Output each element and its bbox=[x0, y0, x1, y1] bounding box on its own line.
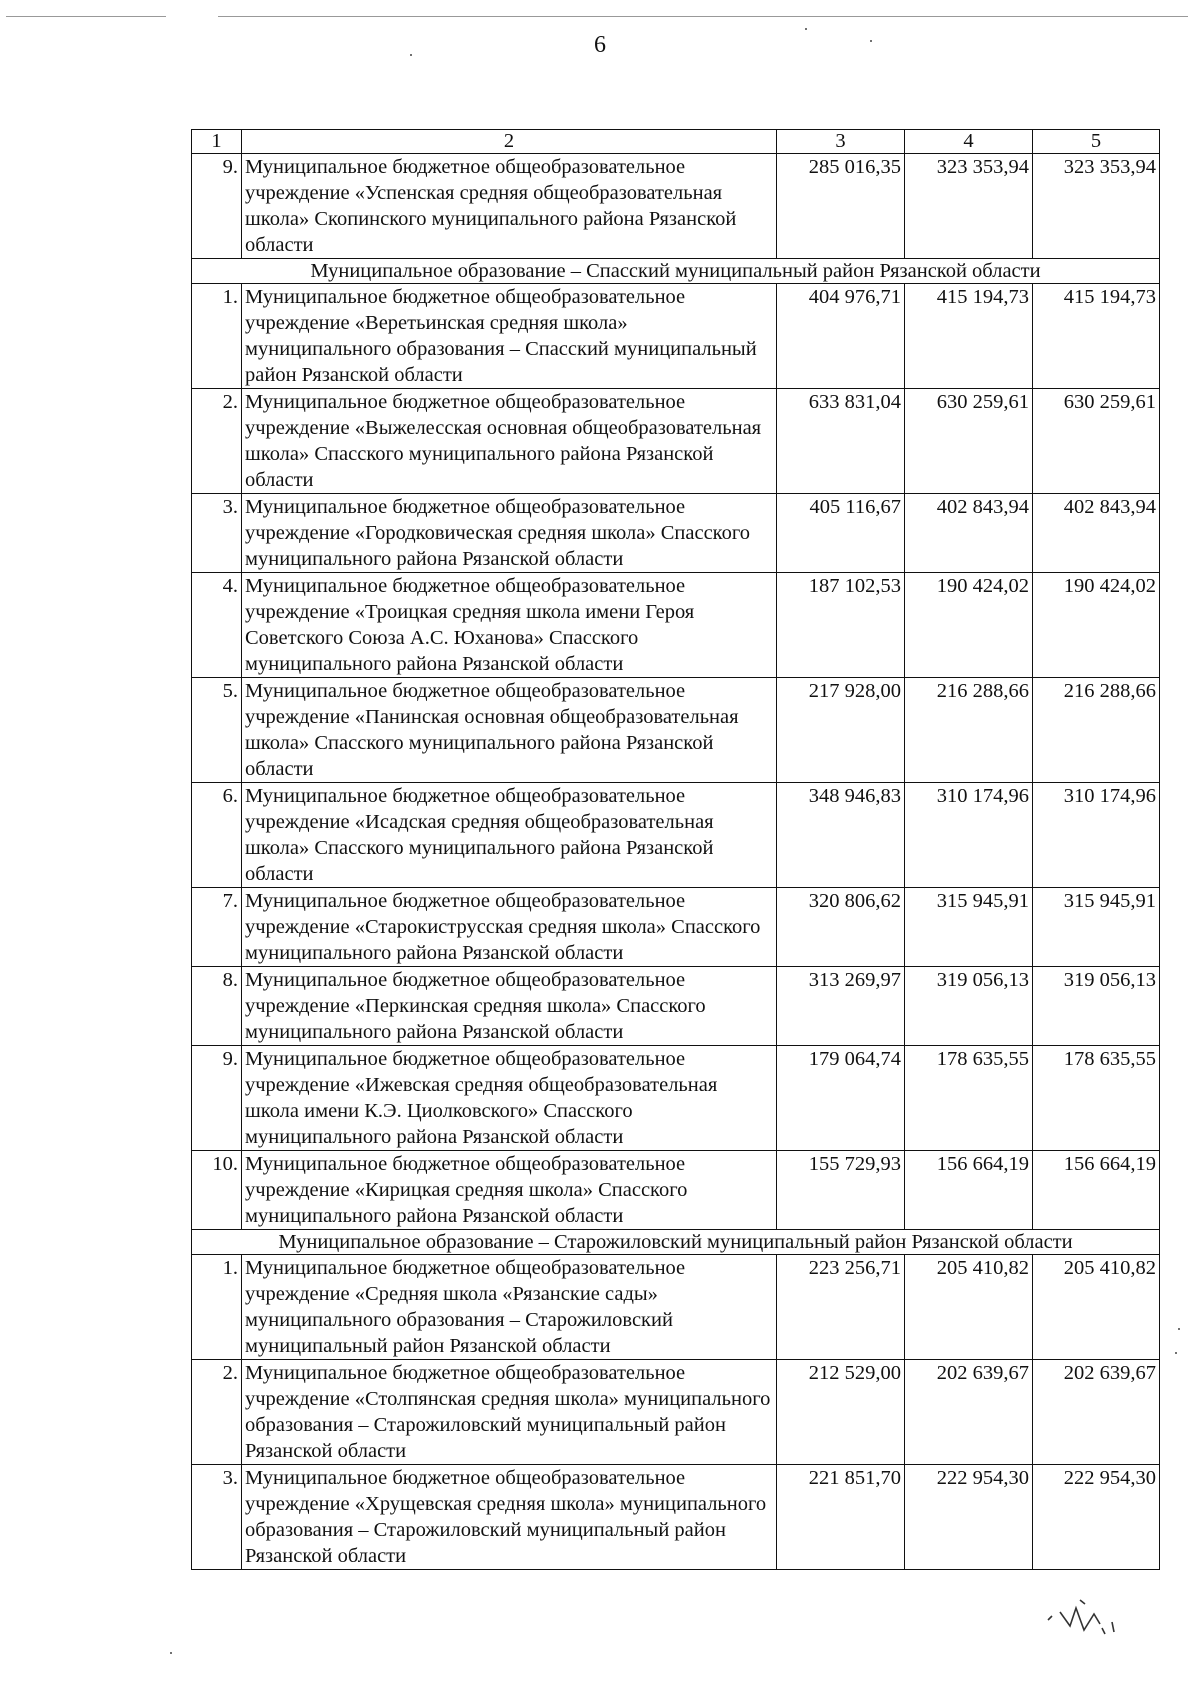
school-name: Муниципальное бюджетное общеобразовательное учреждение «Хрущевская средняя школа» муниципального образования – Старожиловский муниципальный район Рязанской области bbox=[242, 1465, 777, 1570]
scan-speck bbox=[1178, 1328, 1180, 1330]
row-number: 7. bbox=[192, 888, 242, 967]
value-col4: 402 843,94 bbox=[905, 494, 1033, 573]
schools-funding-table bbox=[191, 129, 1160, 1570]
pen-mark bbox=[1040, 1590, 1150, 1650]
value-col3: 320 806,62 bbox=[777, 888, 905, 967]
value-col3: 633 831,04 bbox=[777, 389, 905, 494]
section-heading-spassky: Муниципальное образование – Спасский муниципальный район Рязанской области bbox=[192, 259, 1160, 284]
scan-speck bbox=[170, 1652, 172, 1654]
value-col5: 415 194,73 bbox=[1033, 284, 1160, 389]
school-name: Муниципальное бюджетное общеобразовательное учреждение «Кирицкая средняя школа» Спасского муниципального района Рязанской области bbox=[242, 1151, 777, 1230]
value-col3: 313 269,97 bbox=[777, 967, 905, 1046]
school-row bbox=[192, 888, 1160, 967]
row-number: 6. bbox=[192, 783, 242, 888]
value-col4: 156 664,19 bbox=[905, 1151, 1033, 1230]
row-number: 3. bbox=[192, 1465, 242, 1570]
row-number: 2. bbox=[192, 389, 242, 494]
school-row bbox=[192, 494, 1160, 573]
school-row bbox=[192, 573, 1160, 678]
scan-speck bbox=[1175, 1352, 1177, 1354]
value-col4: 202 639,67 bbox=[905, 1360, 1033, 1465]
value-col4: 178 635,55 bbox=[905, 1046, 1033, 1151]
value-col5: 402 843,94 bbox=[1033, 494, 1160, 573]
school-row bbox=[192, 154, 1160, 259]
school-name: Муниципальное бюджетное общеобразовательное учреждение «Троицкая средняя школа имени Героя Советского Союза А.С. Юханова» Спасского муниципального района Рязанской области bbox=[242, 573, 777, 678]
section-row bbox=[192, 259, 1160, 284]
value-col3: 155 729,93 bbox=[777, 1151, 905, 1230]
value-col5: 202 639,67 bbox=[1033, 1360, 1160, 1465]
school-name: Муниципальное бюджетное общеобразовательное учреждение «Столпянская средняя школа» муниципального образования – Старожиловский муниципальный район Рязанской области bbox=[242, 1360, 777, 1465]
school-name: Муниципальное бюджетное общеобразовательное учреждение «Панинская основная общеобразовательная школа» Спасского муниципального района Рязанской области bbox=[242, 678, 777, 783]
value-col4: 205 410,82 bbox=[905, 1255, 1033, 1360]
value-col3: 405 116,67 bbox=[777, 494, 905, 573]
value-col5: 315 945,91 bbox=[1033, 888, 1160, 967]
value-col4: 190 424,02 bbox=[905, 573, 1033, 678]
school-name: Муниципальное бюджетное общеобразовательное учреждение «Городковическая средняя школа» Спасского муниципального района Рязанской области bbox=[242, 494, 777, 573]
value-col5: 216 288,66 bbox=[1033, 678, 1160, 783]
row-number: 9. bbox=[192, 154, 242, 259]
row-number: 3. bbox=[192, 494, 242, 573]
value-col4: 319 056,13 bbox=[905, 967, 1033, 1046]
school-row bbox=[192, 1151, 1160, 1230]
column-number-4: 4 bbox=[905, 130, 1033, 154]
value-col3: 212 529,00 bbox=[777, 1360, 905, 1465]
value-col5: 156 664,19 bbox=[1033, 1151, 1160, 1230]
section-row bbox=[192, 1230, 1160, 1255]
school-name: Муниципальное бюджетное общеобразовательное учреждение «Средняя школа «Рязанские сады» муниципального образования – Старожиловский муниципальный район Рязанской области bbox=[242, 1255, 777, 1360]
scan-speck bbox=[410, 54, 412, 56]
value-col4: 310 174,96 bbox=[905, 783, 1033, 888]
value-col3: 404 976,71 bbox=[777, 284, 905, 389]
value-col5: 630 259,61 bbox=[1033, 389, 1160, 494]
school-name: Муниципальное бюджетное общеобразовательное учреждение «Старокиструсская средняя школа» Спасского муниципального района Рязанской области bbox=[242, 888, 777, 967]
school-row bbox=[192, 389, 1160, 494]
row-number: 5. bbox=[192, 678, 242, 783]
value-col5: 319 056,13 bbox=[1033, 967, 1160, 1046]
value-col3: 221 851,70 bbox=[777, 1465, 905, 1570]
school-row bbox=[192, 967, 1160, 1046]
school-row bbox=[192, 678, 1160, 783]
row-number: 4. bbox=[192, 573, 242, 678]
column-number-row bbox=[192, 130, 1160, 154]
school-name: Муниципальное бюджетное общеобразовательное учреждение «Веретьинская средняя школа» муниципального образования – Спасский муниципальный район Рязанской области bbox=[242, 284, 777, 389]
row-number: 2. bbox=[192, 1360, 242, 1465]
school-name: Муниципальное бюджетное общеобразовательное учреждение «Исадская средняя общеобразовательная школа» Спасского муниципального района Рязанской области bbox=[242, 783, 777, 888]
school-row bbox=[192, 1360, 1160, 1465]
value-col3: 187 102,53 bbox=[777, 573, 905, 678]
value-col4: 222 954,30 bbox=[905, 1465, 1033, 1570]
column-number-1: 1 bbox=[192, 130, 242, 154]
school-name: Муниципальное бюджетное общеобразовательное учреждение «Успенская средняя общеобразовательная школа» Скопинского муниципального района Рязанской области bbox=[242, 154, 777, 259]
value-col4: 315 945,91 bbox=[905, 888, 1033, 967]
row-number: 1. bbox=[192, 1255, 242, 1360]
school-name: Муниципальное бюджетное общеобразовательное учреждение «Выжелесская основная общеобразовательная школа» Спасского муниципального района Рязанской области bbox=[242, 389, 777, 494]
column-number-3: 3 bbox=[777, 130, 905, 154]
section-heading-starozhilovsky: Муниципальное образование – Старожиловский муниципальный район Рязанской области bbox=[192, 1230, 1160, 1255]
value-col5: 190 424,02 bbox=[1033, 573, 1160, 678]
school-row bbox=[192, 783, 1160, 888]
school-row bbox=[192, 1465, 1160, 1570]
value-col5: 222 954,30 bbox=[1033, 1465, 1160, 1570]
value-col5: 310 174,96 bbox=[1033, 783, 1160, 888]
value-col3: 217 928,00 bbox=[777, 678, 905, 783]
value-col3: 223 256,71 bbox=[777, 1255, 905, 1360]
row-number: 10. bbox=[192, 1151, 242, 1230]
row-number: 1. bbox=[192, 284, 242, 389]
value-col4: 415 194,73 bbox=[905, 284, 1033, 389]
value-col5: 178 635,55 bbox=[1033, 1046, 1160, 1151]
row-number: 8. bbox=[192, 967, 242, 1046]
value-col3: 179 064,74 bbox=[777, 1046, 905, 1151]
row-number: 9. bbox=[192, 1046, 242, 1151]
school-name: Муниципальное бюджетное общеобразовательное учреждение «Перкинская средняя школа» Спасского муниципального района Рязанской области bbox=[242, 967, 777, 1046]
value-col5: 205 410,82 bbox=[1033, 1255, 1160, 1360]
scan-artifact-line bbox=[6, 16, 166, 17]
column-number-5: 5 bbox=[1033, 130, 1160, 154]
value-col4: 323 353,94 bbox=[905, 154, 1033, 259]
school-name: Муниципальное бюджетное общеобразовательное учреждение «Ижевская средняя общеобразовательная школа имени К.Э. Циолковского» Спасского муниципального района Рязанской области bbox=[242, 1046, 777, 1151]
scan-artifact-line bbox=[218, 16, 1188, 17]
value-col3: 348 946,83 bbox=[777, 783, 905, 888]
value-col3: 285 016,35 bbox=[777, 154, 905, 259]
value-col4: 216 288,66 bbox=[905, 678, 1033, 783]
value-col4: 630 259,61 bbox=[905, 389, 1033, 494]
school-row bbox=[192, 1255, 1160, 1360]
column-number-2: 2 bbox=[242, 130, 777, 154]
value-col5: 323 353,94 bbox=[1033, 154, 1160, 259]
scan-speck bbox=[805, 28, 807, 30]
page-number: 6 bbox=[594, 32, 606, 58]
school-row bbox=[192, 284, 1160, 389]
scan-speck bbox=[870, 40, 872, 42]
school-row bbox=[192, 1046, 1160, 1151]
